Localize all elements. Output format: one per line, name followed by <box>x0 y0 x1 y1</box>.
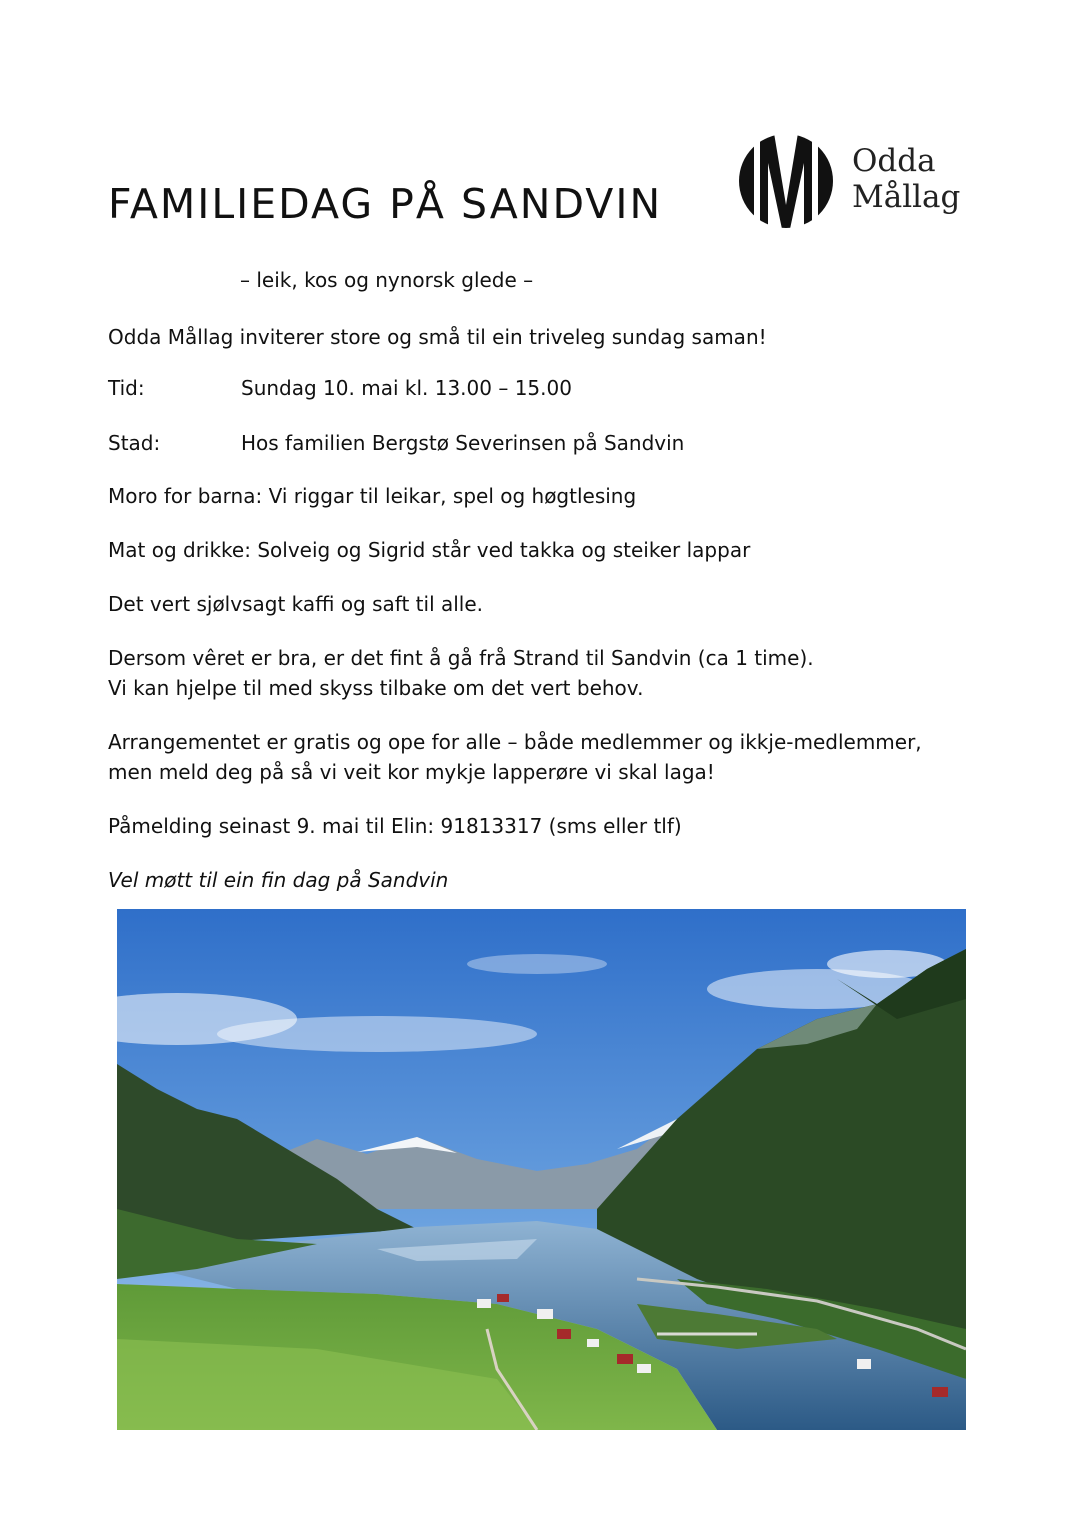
walk-text-1: Dersom vêret er bra, er det fint å gå frå Strand til Sandvin (ca 1 time). <box>108 646 814 670</box>
place-value: Hos familien Bergstø Severinsen på Sandvin <box>241 431 685 455</box>
intro-text: Odda Mållag inviterer store og små til ein triveleg sundag saman! <box>108 325 767 349</box>
closing-text: Vel møtt til ein fin dag på Sandvin <box>108 868 449 892</box>
logo-line-2: Mållag <box>852 179 961 215</box>
free-text-1: Arrangementet er gratis og ope for alle – både medlemmer og ikkje-medlemmer, <box>108 730 922 754</box>
time-label: Tid: <box>108 376 145 400</box>
coffee-text: Det vert sjølvsagt kaffi og saft til alle. <box>108 592 484 616</box>
time-value: Sundag 10. mai kl. 13.00 – 15.00 <box>241 376 572 400</box>
page-title: FAMILIEDAG PÅ SANDVIN <box>108 180 663 228</box>
logo-m-icon <box>738 133 834 229</box>
walk-text-2: Vi kan hjelpe til med skyss tilbake om det vert behov. <box>108 676 644 700</box>
free-text-2: men meld deg på så vi veit kor mykje lapperøre vi skal laga! <box>108 760 715 784</box>
place-label: Stad: <box>108 431 161 455</box>
odda-mallag-logo <box>738 133 983 233</box>
logo-line-1: Odda <box>852 143 936 179</box>
signup-text: Påmelding seinast 9. mai til Elin: 91813317 (sms eller tlf) <box>108 814 682 838</box>
logo-wordmark <box>852 143 960 215</box>
food-text: Mat og drikke: Solveig og Sigrid står ved takka og steiker lappar <box>108 538 751 562</box>
sandvin-fjord-photo <box>117 909 966 1430</box>
fun-for-kids-text: Moro for barna: Vi riggar til leikar, spel og høgtlesing <box>108 484 637 508</box>
subtitle: – leik, kos og nynorsk glede – <box>240 268 534 292</box>
